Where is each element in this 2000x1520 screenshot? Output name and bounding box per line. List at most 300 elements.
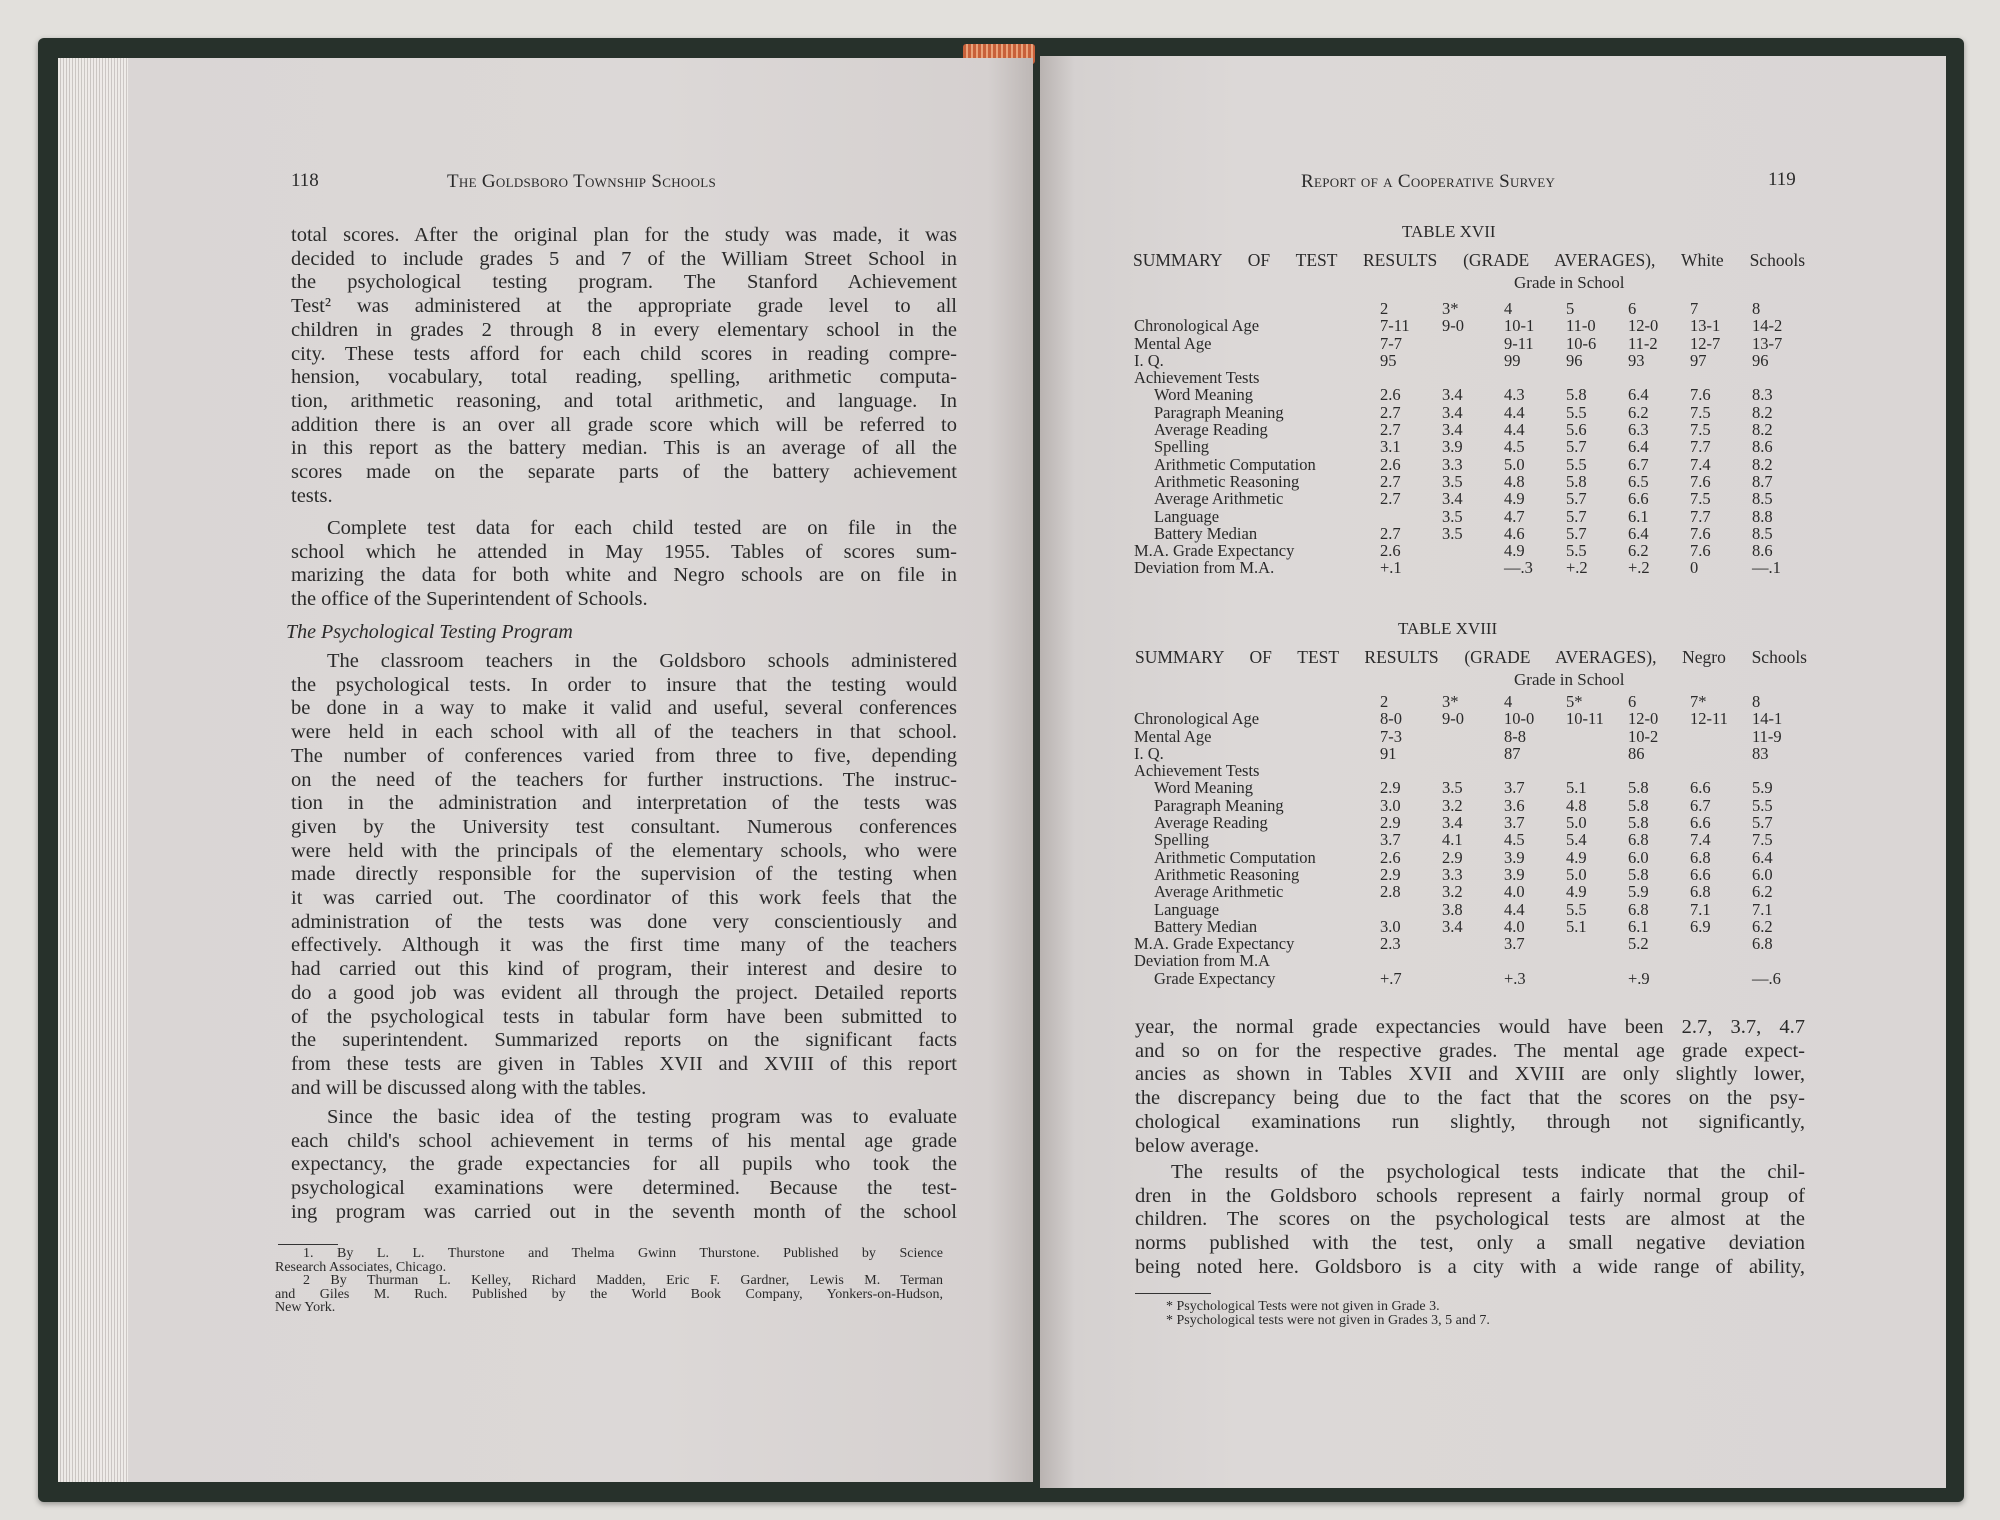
table-cell: 6.1 bbox=[1628, 916, 1649, 936]
grade-header: 7 bbox=[1690, 299, 1699, 318]
table-cell: 3.6 bbox=[1504, 795, 1525, 815]
table-cell: 6.6 bbox=[1690, 813, 1711, 833]
row-label: Average Arithmetic bbox=[1154, 489, 1284, 509]
table-row bbox=[1134, 473, 1814, 490]
table-cell: 2.6 bbox=[1380, 454, 1401, 474]
table-cell bbox=[1628, 369, 1690, 386]
table-cell: 8-8 bbox=[1504, 726, 1526, 746]
text-line: city. These tests afford for each child scores in reading compre- bbox=[291, 342, 957, 365]
table-cell: 5.1 bbox=[1566, 778, 1587, 798]
table-cell: 7.7 bbox=[1690, 437, 1711, 457]
table-cell: 7.1 bbox=[1752, 899, 1773, 919]
section-heading: The Psychological Testing Program bbox=[286, 621, 573, 643]
table-cell bbox=[1442, 352, 1504, 369]
table-cell bbox=[1380, 901, 1442, 918]
table-cell: 6.8 bbox=[1690, 882, 1711, 902]
table-cell: 2.9 bbox=[1442, 847, 1463, 867]
table-row bbox=[1134, 542, 1814, 559]
table-cell: 93 bbox=[1628, 350, 1645, 370]
table-cell: 6.8 bbox=[1628, 830, 1649, 850]
table-cell bbox=[1628, 952, 1690, 969]
table-cell: 2.6 bbox=[1380, 385, 1401, 405]
table-cell bbox=[1504, 952, 1566, 969]
table-row bbox=[1134, 369, 1814, 386]
table-cell: 5.5 bbox=[1566, 899, 1587, 919]
table-cell: 2.6 bbox=[1380, 541, 1401, 561]
text-line: hension, vocabulary, total reading, spelling, arithmetic computa- bbox=[291, 366, 957, 389]
table-cell: 3.8 bbox=[1442, 899, 1463, 919]
table-cell: 10-1 bbox=[1504, 316, 1535, 336]
text-line: expectancy, the grade expectancies for all pupils who took the bbox=[291, 1153, 957, 1176]
table-cell bbox=[1566, 935, 1628, 952]
table-row bbox=[1134, 831, 1814, 848]
text-line: tion, arithmetic reasoning, and total arithmetic, and language. In bbox=[291, 389, 957, 412]
row-label: Arithmetic Computation bbox=[1154, 454, 1316, 474]
table-row bbox=[1134, 728, 1814, 745]
table-cell: 14-1 bbox=[1752, 709, 1783, 729]
table-cell: 6.4 bbox=[1752, 847, 1773, 867]
table-cell: 3.4 bbox=[1442, 916, 1463, 936]
table-cell: 5.6 bbox=[1566, 420, 1587, 440]
row-label: Mental Age bbox=[1134, 726, 1212, 746]
table-cell bbox=[1566, 952, 1628, 969]
text-line: The number of conferences varied from three to five, depending bbox=[291, 744, 957, 767]
table-row bbox=[1134, 883, 1814, 900]
row-label: Chronological Age bbox=[1134, 316, 1260, 336]
table-cell: 5.5 bbox=[1566, 402, 1587, 422]
row-label: Battery Median bbox=[1154, 916, 1258, 936]
table-cell: 2.7 bbox=[1380, 489, 1401, 509]
table-cell bbox=[1690, 369, 1752, 386]
table-cell: 3.7 bbox=[1380, 830, 1401, 850]
row-label: Arithmetic Computation bbox=[1154, 847, 1316, 867]
text-line: scores made on the separate parts of the battery achievement bbox=[291, 461, 957, 484]
table-cell: 3.4 bbox=[1442, 489, 1463, 509]
table-cell: 6.7 bbox=[1690, 795, 1711, 815]
table-cell: 3.9 bbox=[1442, 437, 1463, 457]
row-label: Paragraph Meaning bbox=[1154, 795, 1284, 815]
text-line: Complete test data for each child tested are on file in the bbox=[327, 517, 957, 539]
table-cell: 4.5 bbox=[1504, 830, 1525, 850]
table-cell bbox=[1442, 935, 1504, 952]
table-cell bbox=[1566, 970, 1628, 987]
table-cell bbox=[1442, 369, 1504, 386]
table-cell: 6.5 bbox=[1628, 471, 1649, 491]
text-line: administration of the tests was done very conscientiously and bbox=[291, 910, 957, 933]
text-line: be done in a way to make it valid and useful, several conferences bbox=[291, 697, 957, 720]
table-cell: 8.5 bbox=[1752, 523, 1773, 543]
table-cell: 5.5 bbox=[1566, 454, 1587, 474]
text-line: total scores. After the original plan for the study was made, it was bbox=[291, 224, 957, 246]
grade-header: 6 bbox=[1628, 299, 1637, 318]
table-cell: 4.9 bbox=[1504, 541, 1525, 561]
table-cell bbox=[1442, 745, 1504, 762]
table-18-title: SUMMARY OF TEST RESULTS (GRADE AVERAGES), Negro Schools bbox=[1135, 647, 1807, 667]
row-label: Spelling bbox=[1154, 437, 1210, 457]
table-cell: 4.8 bbox=[1504, 471, 1525, 491]
table-cell: 8.5 bbox=[1752, 489, 1773, 509]
text-line: the psychological tests. In order to insure that the testing would bbox=[291, 673, 957, 696]
text-line: and so on for the respective grades. The mental age grade expect- bbox=[1135, 1039, 1805, 1062]
table-18-column-group: Grade in School bbox=[1514, 670, 1625, 689]
text-line: on the need of the teachers for further instructions. The instruc- bbox=[291, 768, 957, 791]
table-cell: 3.7 bbox=[1504, 934, 1525, 954]
table-cell: +.7 bbox=[1380, 968, 1402, 988]
text-line: children in grades 2 through 8 in every elementary school in the bbox=[291, 318, 957, 341]
footnote-grades-3-5-7: * Psychological tests were not given in Grades 3, 5 and 7. bbox=[1166, 1312, 1490, 1328]
right-footnotes bbox=[1166, 1300, 1490, 1327]
table-cell: 96 bbox=[1752, 350, 1769, 370]
table-cell: 12-7 bbox=[1690, 333, 1721, 353]
table-cell bbox=[1504, 762, 1566, 779]
table-row bbox=[1134, 849, 1814, 866]
table-cell: 7.7 bbox=[1690, 506, 1711, 526]
text-line: below average. bbox=[1135, 1134, 1260, 1157]
row-label: Language bbox=[1154, 506, 1220, 526]
table-row bbox=[1134, 901, 1814, 918]
text-line: given by the University test consultant. Numerous conferences bbox=[291, 815, 957, 838]
table-cell bbox=[1690, 952, 1752, 969]
table-row bbox=[1134, 421, 1814, 438]
table-cell: 6.4 bbox=[1628, 385, 1649, 405]
table-18 bbox=[1134, 693, 1814, 987]
table-cell: 6.7 bbox=[1628, 454, 1649, 474]
table-cell: 4.0 bbox=[1504, 882, 1525, 902]
table-cell: 3.4 bbox=[1442, 813, 1463, 833]
text-line: were held with the principals of the elementary schools, who were bbox=[291, 839, 957, 862]
table-cell: 3.7 bbox=[1504, 778, 1525, 798]
table-row bbox=[1134, 710, 1814, 727]
row-label: Arithmetic Reasoning bbox=[1154, 864, 1300, 884]
table-cell: 4.1 bbox=[1442, 830, 1463, 850]
row-label: Achievement Tests bbox=[1134, 761, 1260, 781]
table-cell: 3.1 bbox=[1380, 437, 1401, 457]
footnote-grade-3: * Psychological Tests were not given in Grade 3. bbox=[1166, 1299, 1440, 1314]
text-line: addition there is an over all grade score which will be referred to bbox=[291, 413, 957, 436]
table-cell: 5.0 bbox=[1566, 813, 1587, 833]
table-cell: 2.7 bbox=[1380, 402, 1401, 422]
row-label: Word Meaning bbox=[1154, 778, 1254, 798]
table-cell: 3.9 bbox=[1504, 847, 1525, 867]
table-cell: 6.2 bbox=[1628, 541, 1649, 561]
table-row bbox=[1134, 404, 1814, 421]
table-row bbox=[1134, 386, 1814, 403]
left-paragraph-3 bbox=[291, 650, 957, 1100]
text-line: it was carried out. The coordinator of this work feels that the bbox=[291, 887, 957, 910]
table-cell: 3.0 bbox=[1380, 916, 1401, 936]
grade-header: 2 bbox=[1380, 692, 1389, 711]
table-cell: 11-2 bbox=[1628, 333, 1658, 353]
table-17-column-group: Grade in School bbox=[1514, 273, 1625, 292]
table-cell: 9-0 bbox=[1442, 709, 1464, 729]
table-cell: 4.8 bbox=[1566, 795, 1587, 815]
table-cell: 5.8 bbox=[1628, 864, 1649, 884]
text-line: psychological examinations were determined. Because the test- bbox=[291, 1177, 957, 1200]
table-cell: 3.5 bbox=[1442, 471, 1463, 491]
table-cell: 2.6 bbox=[1380, 847, 1401, 867]
text-line: of the psychological tests in tabular form have been submitted to bbox=[291, 1005, 957, 1028]
table-cell: 12-0 bbox=[1628, 709, 1659, 729]
table-cell: 8.2 bbox=[1752, 420, 1773, 440]
table-cell: 6.9 bbox=[1690, 916, 1711, 936]
left-footnotes bbox=[275, 1247, 943, 1315]
table-cell bbox=[1504, 369, 1566, 386]
table-cell: 14-2 bbox=[1752, 316, 1783, 336]
table-cell: 2.3 bbox=[1380, 934, 1401, 954]
table-row bbox=[1134, 762, 1814, 779]
row-label: M.A. Grade Expectancy bbox=[1134, 934, 1295, 954]
row-label: Spelling bbox=[1154, 830, 1210, 850]
grade-header: 3* bbox=[1442, 299, 1459, 318]
table-cell: 5.0 bbox=[1504, 454, 1525, 474]
table-row bbox=[1134, 490, 1814, 507]
table-cell: 7.6 bbox=[1690, 385, 1711, 405]
right-paragraph-1 bbox=[1135, 1016, 1805, 1158]
text-line: children. The scores on the psychological tests are almost at the bbox=[1135, 1208, 1805, 1231]
table-cell: 2.9 bbox=[1380, 778, 1401, 798]
table-cell: 5.7 bbox=[1566, 437, 1587, 457]
text-line: do a good job was evident all through the project. Detailed reports bbox=[291, 981, 957, 1004]
footnote-2: 2 By Thurman L. Kelley, Richard Madden, Eric F. Gardner, Lewis M. Terman and Giles M. Ruch. Published by the World Book Company, Yonkers-on-Hudson, New York. bbox=[275, 1273, 943, 1315]
table-cell: 3.0 bbox=[1380, 795, 1401, 815]
table-cell: 2.7 bbox=[1380, 523, 1401, 543]
left-paragraph-4 bbox=[291, 1106, 957, 1225]
grade-header: 8 bbox=[1752, 692, 1761, 711]
grade-header: 4 bbox=[1504, 299, 1513, 318]
table-cell: 6.4 bbox=[1628, 437, 1649, 457]
table-cell: —.3 bbox=[1504, 558, 1533, 578]
table-cell bbox=[1566, 369, 1628, 386]
footnote-1: 1. By L. L. Thurstone and Thelma Gwinn Thurstone. Published by Science Research Associates, Chicago. bbox=[275, 1246, 943, 1275]
table-cell: 7.6 bbox=[1690, 541, 1711, 561]
table-cell: 11-9 bbox=[1752, 726, 1782, 746]
table-row bbox=[1134, 779, 1814, 796]
table-cell: 2.8 bbox=[1380, 882, 1401, 902]
table-cell bbox=[1566, 728, 1628, 745]
table-row bbox=[1134, 935, 1814, 952]
table-cell: 2.9 bbox=[1380, 813, 1401, 833]
row-label: M.A. Grade Expectancy bbox=[1134, 541, 1295, 561]
table-cell: 5.8 bbox=[1628, 813, 1649, 833]
table-cell: 3.7 bbox=[1504, 813, 1525, 833]
table-cell: 96 bbox=[1566, 350, 1583, 370]
table-cell: 5.5 bbox=[1566, 541, 1587, 561]
row-label: I. Q. bbox=[1134, 350, 1164, 370]
table-cell: 2.7 bbox=[1380, 420, 1401, 440]
table-cell bbox=[1442, 762, 1504, 779]
table-row bbox=[1134, 352, 1814, 369]
table-cell: 5.7 bbox=[1566, 489, 1587, 509]
table-17-caption: TABLE XVII bbox=[1402, 222, 1496, 241]
row-label: Average Arithmetic bbox=[1154, 882, 1284, 902]
table-cell: 7-11 bbox=[1380, 316, 1410, 336]
table-row bbox=[1134, 335, 1814, 352]
text-line: were held in each school with all of the teachers in that school. bbox=[291, 721, 957, 744]
table-row bbox=[1134, 508, 1814, 525]
table-cell: 99 bbox=[1504, 350, 1521, 370]
table-cell: 7.6 bbox=[1690, 523, 1711, 543]
text-line: from these tests are given in Tables XVII and XVIII of this report bbox=[291, 1052, 957, 1075]
table-row bbox=[1134, 918, 1814, 935]
text-line: had carried out this kind of program, their interest and desire to bbox=[291, 958, 957, 981]
table-cell: 3.5 bbox=[1442, 506, 1463, 526]
table-cell: 4.9 bbox=[1566, 847, 1587, 867]
row-label: Battery Median bbox=[1154, 523, 1258, 543]
table-cell: 3.9 bbox=[1504, 864, 1525, 884]
text-line: Test² was administered at the appropriate grade level to all bbox=[291, 295, 957, 318]
table-cell: 4.4 bbox=[1504, 420, 1525, 440]
table-cell bbox=[1442, 542, 1504, 559]
text-line: norms published with the test, only a small negative deviation bbox=[1135, 1232, 1805, 1255]
table-cell: 8.7 bbox=[1752, 471, 1773, 491]
table-header-row bbox=[1134, 300, 1814, 317]
table-cell: 4.9 bbox=[1566, 882, 1587, 902]
table-cell: 87 bbox=[1504, 743, 1521, 763]
table-cell: 6.0 bbox=[1752, 864, 1773, 884]
table-cell bbox=[1752, 952, 1814, 969]
table-cell bbox=[1752, 369, 1814, 386]
table-cell: 7.5 bbox=[1690, 489, 1711, 509]
text-line: the discrepancy being due to the fact that the scores on the psy- bbox=[1135, 1087, 1805, 1110]
table-cell: 5.2 bbox=[1628, 934, 1649, 954]
table-cell: 5.7 bbox=[1566, 523, 1587, 543]
text-line: The classroom teachers in the Goldsboro schools administered bbox=[327, 650, 957, 672]
table-cell: 97 bbox=[1690, 350, 1707, 370]
table-cell: 6.2 bbox=[1628, 402, 1649, 422]
row-label: Chronological Age bbox=[1134, 709, 1260, 729]
table-cell: 9-11 bbox=[1504, 333, 1534, 353]
text-line: made directly responsible for the supervision of the testing when bbox=[291, 863, 957, 886]
row-label: Language bbox=[1154, 899, 1220, 919]
table-cell: 95 bbox=[1380, 350, 1397, 370]
text-line: tests. bbox=[291, 484, 333, 507]
table-cell: 4.5 bbox=[1504, 437, 1525, 457]
table-cell: 5.8 bbox=[1628, 795, 1649, 815]
footnote-rule-left bbox=[278, 1244, 338, 1245]
table-cell: 10-6 bbox=[1566, 333, 1597, 353]
table-cell: 83 bbox=[1752, 743, 1769, 763]
table-cell: 11-0 bbox=[1566, 316, 1596, 336]
table-cell: 7.5 bbox=[1690, 402, 1711, 422]
table-cell: 9-0 bbox=[1442, 316, 1464, 336]
table-row bbox=[1134, 745, 1814, 762]
table-cell: 10-11 bbox=[1566, 709, 1604, 729]
table-cell: 6.8 bbox=[1690, 847, 1711, 867]
text-line: effectively. Although it was the first time many of the teachers bbox=[291, 934, 957, 957]
table-cell: 91 bbox=[1380, 743, 1397, 763]
table-cell: 8.2 bbox=[1752, 454, 1773, 474]
table-cell bbox=[1380, 369, 1442, 386]
table-cell bbox=[1690, 762, 1752, 779]
table-cell bbox=[1380, 762, 1442, 779]
table-cell: 7-7 bbox=[1380, 333, 1402, 353]
row-label: Average Reading bbox=[1154, 813, 1268, 833]
table-cell: 5.5 bbox=[1752, 795, 1773, 815]
table-cell: 7.4 bbox=[1690, 454, 1711, 474]
row-label: Mental Age bbox=[1134, 333, 1212, 353]
table-cell: +.9 bbox=[1628, 968, 1650, 988]
table-cell: 86 bbox=[1628, 743, 1645, 763]
row-label: Average Reading bbox=[1154, 420, 1268, 440]
table-cell bbox=[1566, 762, 1628, 779]
table-cell: 4.9 bbox=[1504, 489, 1525, 509]
table-cell: 5.0 bbox=[1566, 864, 1587, 884]
text-line: and will be discussed along with the tables. bbox=[291, 1076, 647, 1099]
text-line: in this report as the battery median. This is an average of all the bbox=[291, 437, 957, 460]
table-cell bbox=[1752, 762, 1814, 779]
table-cell: +.3 bbox=[1504, 968, 1526, 988]
table-cell: 5.8 bbox=[1566, 471, 1587, 491]
grade-header: 6 bbox=[1628, 692, 1637, 711]
table-cell: 5.7 bbox=[1566, 506, 1587, 526]
table-row bbox=[1134, 797, 1814, 814]
table-cell bbox=[1380, 508, 1442, 525]
table-cell: 2.7 bbox=[1380, 471, 1401, 491]
text-line: year, the normal grade expectancies would have been 2.7, 3.7, 4.7 bbox=[1135, 1016, 1805, 1038]
text-line: the superintendent. Summarized reports on the significant facts bbox=[291, 1029, 957, 1052]
left-paragraph-2 bbox=[291, 517, 957, 612]
table-cell: 3.5 bbox=[1442, 778, 1463, 798]
table-cell: 7-3 bbox=[1380, 726, 1402, 746]
table-cell: +.2 bbox=[1628, 558, 1650, 578]
table-cell: 8.2 bbox=[1752, 402, 1773, 422]
grade-header: 5 bbox=[1566, 299, 1575, 318]
table-cell: 6.6 bbox=[1690, 864, 1711, 884]
row-label: Achievement Tests bbox=[1134, 368, 1260, 388]
running-head-left: The Goldsboro Township Schools bbox=[447, 171, 717, 192]
table-cell: 7.5 bbox=[1690, 420, 1711, 440]
table-cell bbox=[1690, 935, 1752, 952]
table-cell: 6.8 bbox=[1752, 934, 1773, 954]
table-cell bbox=[1690, 728, 1752, 745]
table-cell bbox=[1380, 952, 1442, 969]
table-cell: 10-2 bbox=[1628, 726, 1659, 746]
table-cell: 0 bbox=[1690, 558, 1699, 578]
text-line: dren in the Goldsboro schools represent a fairly normal group of bbox=[1135, 1184, 1805, 1207]
table-cell: 2.9 bbox=[1380, 864, 1401, 884]
grade-header: 5* bbox=[1566, 692, 1583, 711]
text-line: ancies as shown in Tables XVII and XVIII are only slightly lower, bbox=[1135, 1063, 1805, 1086]
table-cell bbox=[1442, 728, 1504, 745]
row-label: I. Q. bbox=[1134, 743, 1164, 763]
table-cell bbox=[1442, 970, 1504, 987]
table-cell: 8.3 bbox=[1752, 385, 1773, 405]
footnote-rule-right bbox=[1135, 1293, 1211, 1294]
table-cell: 13-7 bbox=[1752, 333, 1783, 353]
table-cell: 5.9 bbox=[1628, 882, 1649, 902]
text-line: each child's school achievement in terms of his mental age grade bbox=[291, 1129, 957, 1152]
table-cell: 3.3 bbox=[1442, 454, 1463, 474]
table-cell: 6.2 bbox=[1752, 916, 1773, 936]
table-cell: 6.0 bbox=[1628, 847, 1649, 867]
table-cell: 10-0 bbox=[1504, 709, 1535, 729]
table-cell: 8.6 bbox=[1752, 541, 1773, 561]
table-18-caption: TABLE XVIII bbox=[1398, 619, 1498, 638]
table-row bbox=[1134, 438, 1814, 455]
table-cell: 5.1 bbox=[1566, 916, 1587, 936]
table-cell: 3.4 bbox=[1442, 420, 1463, 440]
table-cell: 6.3 bbox=[1628, 420, 1649, 440]
row-label: Word Meaning bbox=[1154, 385, 1254, 405]
table-cell: 13-1 bbox=[1690, 316, 1721, 336]
row-label: Grade Expectancy bbox=[1154, 968, 1276, 988]
text-line: school which he attended in May 1955. Tables of scores sum- bbox=[291, 540, 957, 563]
table-cell: 8-0 bbox=[1380, 709, 1402, 729]
table-cell: 7.1 bbox=[1690, 899, 1711, 919]
table-cell: —.1 bbox=[1752, 558, 1781, 578]
table-row bbox=[1134, 456, 1814, 473]
table-row bbox=[1134, 952, 1814, 969]
